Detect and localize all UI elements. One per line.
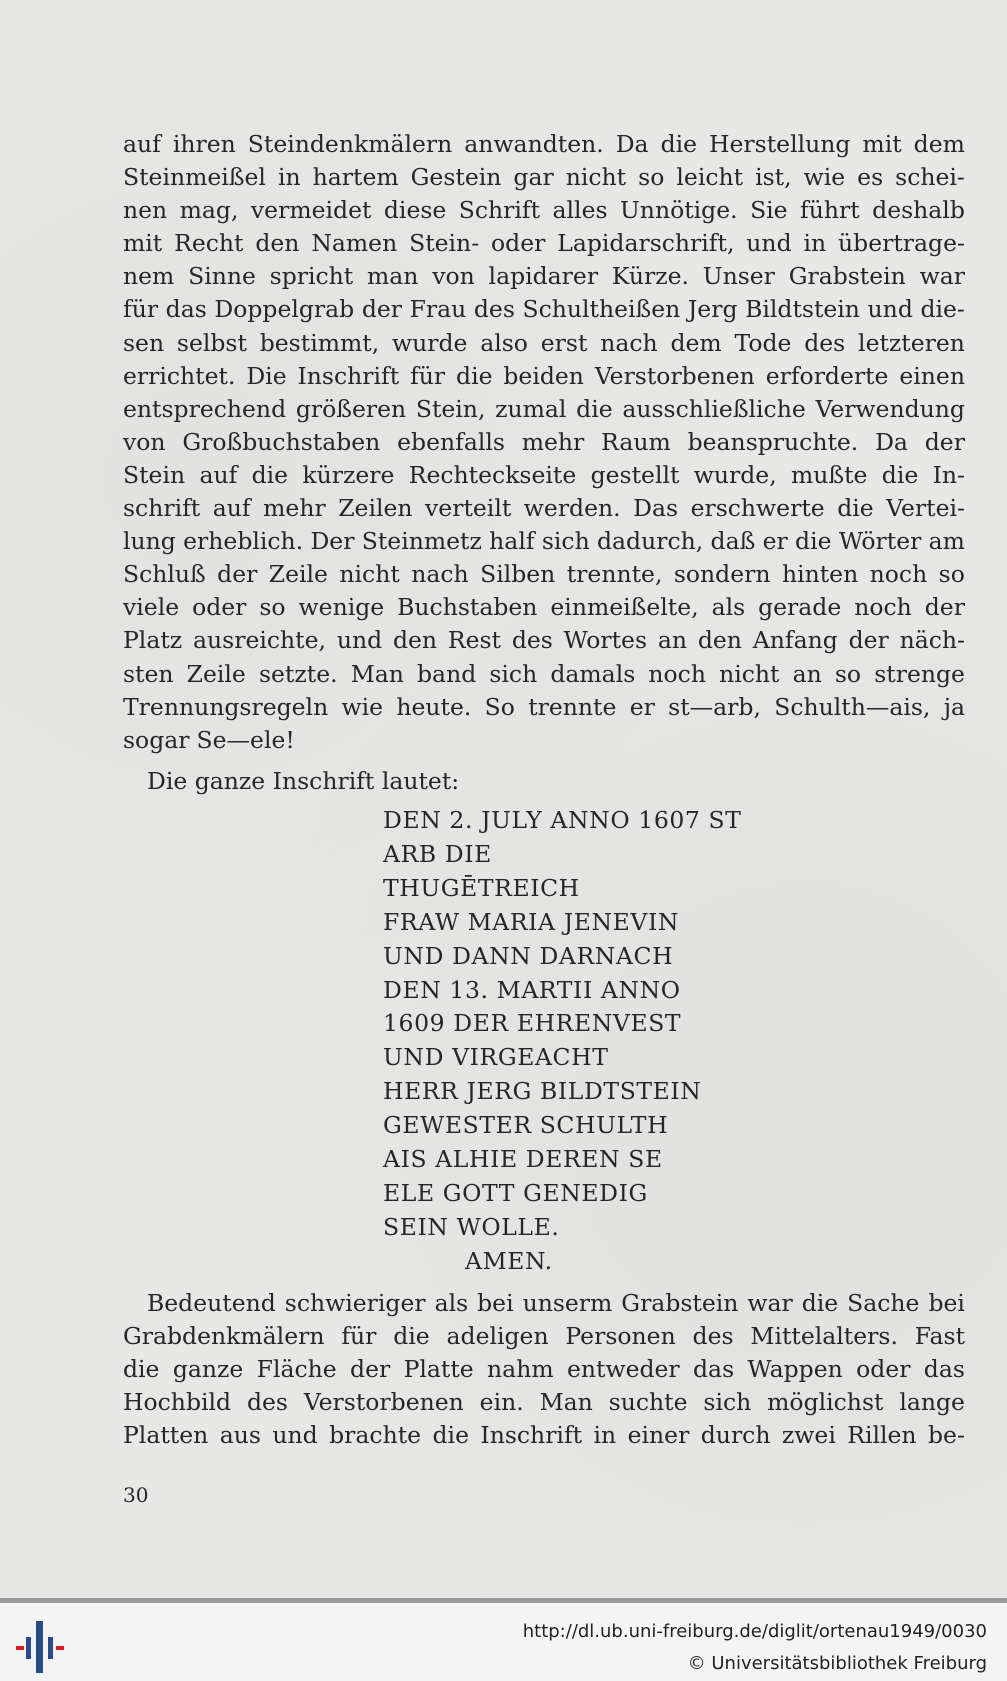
inscription-line: ELE GOTT GENEDIG [383,1178,648,1207]
source-url-link[interactable]: http://dl.ub.uni-freiburg.de/diglit/ortenau1949/0030 [522,1621,987,1642]
inscription-line: UND VIRGEACHT [383,1043,609,1072]
copyright-text: © Universitätsbibliothek Freiburg [687,1653,987,1674]
text-line: sogar Se—ele! [123,725,295,754]
text-line: errichtet. Die Inschrift für die beiden Verstorbenen erforderte einen [123,361,965,390]
text-line: schrift auf mehr Zeilen verteilt werden. Das erschwerte die Vertei- [123,494,965,523]
inscription-line: HERR JERG BILDTSTEIN [383,1077,702,1106]
inscription-line: AMEN. [465,1246,553,1275]
library-logo-icon [16,1619,64,1675]
text-line: Steinmeißel in hartem Gestein gar nicht so leicht ist, wie es schei- [123,163,965,192]
text-line: auf ihren Steindenkmälern anwandten. Da die Herstellung mit dem [123,130,965,158]
text-line: nem Sinne spricht man von lapidarer Kürze. Unser Grabstein war [123,262,965,291]
text-line: mit Recht den Namen Stein- oder Lapidarschrift, und in übertrage- [123,229,965,258]
inscription-line: AIS ALHIE DEREN SE [383,1145,663,1174]
inscription-line: DEN 13. MARTII ANNO [383,975,681,1004]
text-line: Platten aus und brachte die Inschrift in einer durch zwei Rillen be- [123,1421,965,1450]
inscription-line: UND DANN DARNACH [383,941,674,970]
text-line: entsprechend größeren Stein, zumal die ausschließliche Verwendung [123,394,965,423]
text-line: Bedeutend schwieriger als bei unserm Grabstein war die Sache bei [147,1289,965,1317]
text-line: Stein auf die kürzere Rechteckseite gestellt wurde, mußte die In- [123,460,965,489]
text-line: für das Doppelgrab der Frau des Schultheißen Jerg Bildtstein und die- [123,295,965,324]
page-number: 30 [123,1483,149,1507]
inscription-line: FRAW MARIA JENEVIN [383,907,680,936]
inscription-line: SEIN WOLLE. [383,1212,560,1241]
inscription-block [383,804,742,1279]
text-line: Platz ausreichte, und den Rest des Wortes an den Anfang der näch- [123,626,965,655]
footer-bar [0,1598,1007,1681]
text-line: sen selbst bestimmt, wurde also erst nach dem Tode des letzteren [123,328,965,357]
text-line: Trennungsregeln wie heute. So trennte er st—arb, Schulth—ais, ja [123,692,965,721]
text-line: viele oder so wenige Buchstaben einmeißelte, als gerade noch der [123,593,965,622]
paragraph-1 [123,128,965,757]
text-line: Hochbild des Verstorbenen ein. Man suchte sich möglichst lange [123,1388,965,1417]
paragraph-2 [123,1287,965,1452]
text-line: Schluß der Zeile nicht nach Silben trennte, sondern hinten noch so [123,560,965,589]
text-line: Grabdenkmälern für die adeligen Personen des Mittelalters. Fast [123,1322,965,1351]
inscription-intro: Die ganze Inschrift lautet: [147,767,460,795]
inscription-line: 1609 DER EHRENVEST [383,1009,682,1038]
text-line: von Großbuchstaben ebenfalls mehr Raum beanspruchte. Da der [123,427,965,456]
text-line: die ganze Fläche der Platte nahm entweder das Wappen oder das [123,1355,965,1384]
inscription-line: GEWESTER SCHULTH [383,1111,669,1140]
text-line: nen mag, vermeidet diese Schrift alles Unnötige. Sie führt deshalb [123,196,965,225]
text-line: lung erheblich. Der Steinmetz half sich dadurch, daß er die Wörter am [123,527,965,556]
text-line: sten Zeile setzte. Man band sich damals noch nicht an so strenge [123,659,965,688]
inscription-line: ARB DIE [383,839,492,868]
inscription-line: DEN 2. JULY ANNO 1607 ST [383,806,742,834]
inscription-line: THUGĒTREICH [383,873,580,902]
